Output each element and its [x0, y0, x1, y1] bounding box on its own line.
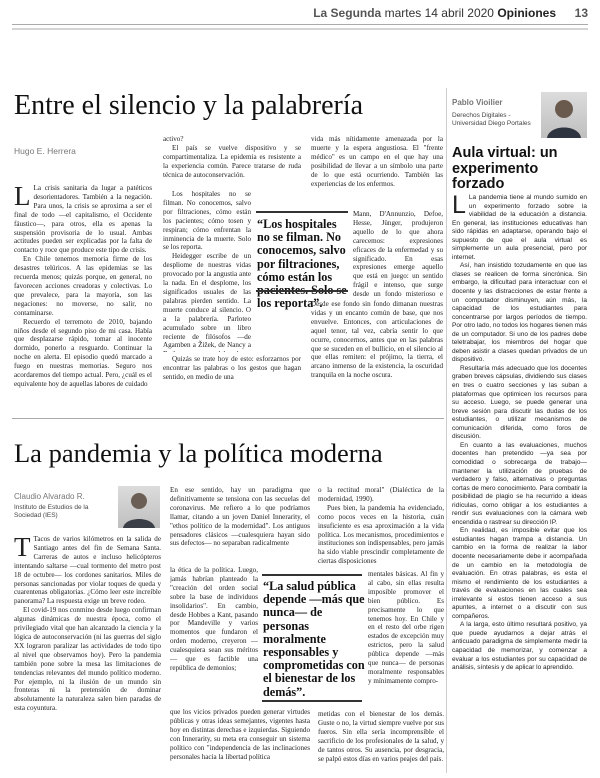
section-name: Opiniones	[497, 6, 556, 20]
sidebar-drop-cap: L	[452, 194, 466, 219]
publication-name: La Segunda	[313, 6, 382, 20]
article1-column-3-bottom: Desde ese fondo sin fondo dimanan nuestras vidas y un encanto común de base, que nos envuelve. Entonces, con articulaciones de aquel tenor, tal vez, cabría sentir lo que ocurre, conocernos, antes que en las palabras que se suceden en el bullicio, en el silencio al que ellas remiten: el prójimo, la tierra, el arcano inmenso de la existencia, la oscuridad tranquila en la noche oscura.	[311, 300, 443, 380]
sidebar-affiliation: Derechos Digitales - Universidad Diego Portales	[452, 112, 531, 127]
article1-column-3-top: vida más nítidamente amenazada por la muerte y la espera angustiosa. El "frente médico" es un campo en el que hay una posibilidad de llevar a un símbolo una parte de lo que está ocurriendo. También las experiencias de los enfermos.	[311, 135, 443, 188]
article2-affiliation: Instituto de Estudios de la Sociedad (IES)	[14, 504, 89, 519]
article2-column-2-top: En ese sentido, hay un paradigma que definitivamente se tensiona con las secuelas del coronavirus. Me refiero a lo que podríamos llamar, citando a un joven Daniel Innerarity, el "ethos político de la modernidad". Los antiguos pensadores clásicos —cualesquiera hayan sido sus defectos— no separaban radicalmente	[170, 486, 310, 548]
pullquote1-top-rule	[256, 211, 348, 213]
pullquote2-top-rule	[262, 574, 362, 576]
article1-column-2-mid: Los hospitales no se filman. No conocemos, salvo por filtraciones, cómo están los pacientes; cómo tosen y respiran; cómo enfrentan la inminencia de la muerte. Solo se los reporta. Heidegger escribe de un despliome de nuestras vidas provocado por la angustia ante la nada. En el desplome, los significados usuales de las palabras pierden sentido. La muerte conduce al silencio. O a la palabrería. Parloteo acumulado sobre un libro reciente de filósofos —de Agamben a Žižek, de Nancy a	[163, 190, 251, 350]
sidebar-divider	[446, 88, 447, 773]
sidebar-byline	[452, 98, 537, 128]
article2-column-2-mid: la ética de la política. Luego, jamás habrían planteado la "creación del orden social sobre la base de individuos insolidarios". En cambio, desde Hobbes a Kant, pasando por Mandeville y varios momentos que fundaron el orden moderno, creyeron —cualesquiera sean sus méritos— que es factible una república de demonios;	[170, 566, 258, 672]
article2-title: La pandemia y la política moderna	[14, 438, 383, 468]
article1-paragraph: Recuerdo el terremoto de 2010, bajando niños desde el segundo piso de mi casa. Había que desplazarse rápido, tomar al inocente dormido, ponerlo a resguardo. Continuar la noche en alerta. El episodio quedó marcado a fuego en nuestras memorias. Seguro nos acordaremos del tiempo actual. Pero, ¿cuál es el equivalente hoy de aquellas labores de cuidado	[14, 317, 152, 388]
sidebar-body: L La pandemia tiene al mundo sumido en un experimento forzado sobre la viabilidad de la educación a distancia. En general, las instituciones educativas han sido rápidas en adaptarse, operando bajo el supuesto de que el aula virtual es simplemente un aula presencial, pero por internet. Así, han insistido tozudamente en que las clases se realicen de forma sincrónica. Sin embargo, la dificultad para interactuar con el docente y las distracciones de estar frente a un computador disminuyen, aún más, la capacidad de los estudiantes para concentrarse por largos períodos de tiempo. Por otro lado, no todos los hogares tienen más de un computador. Si uno de los padres debe teletrabajar, los miembros del hogar que deben asistir a clases quedan privados de un dispositivo. Resultaría más adecuado que los docentes graben breves cápsulas, dividiendo sus clases en tres o cuatro secciones y las suban a plataformas que optimicen los recursos para su acceso. Luego, se puede generar una breve sesión para discutir las dudas de los estudiantes, o utilizar mecanismos de comunicación diferida, como foros de discusión. En cuanto a las evaluaciones, muchos docentes han pretendido —ya sea por comodidad o sobrecarga de trabajo— mantener la utilización de pruebas de verdadero y falso, alternativas o preguntas cortas de mero conocimiento. Para combatir la posibilidad de plagio se ha recurrido a ideas ridículas, como obligar a los estudiantes a rendir sus evaluaciones con la cámara web encendida o rastrear su dirección IP. En realidad, es imposible evitar que los estudiantes hagan trampa a distancia. Un cambio en la forma de realizar la labor docente necesariamente debe ir acompañada de un cambio en la metodología de evaluación. En otras palabras, es esta el mismo el rendimiento de los estudiantes a través de evaluaciones en las cuales sea irrelevante si estos tienen acceso a sus apuntes, a internet o a discutir con sus compañeros. A la larga, esto último resultará positivo, ya que puede ayudarnos a dejar atrás el anticuado paradigma de simplemente medir la capacidad de memorizar, y comenzar a evaluar a los estudiantes por su capacidad de análisis, síntesis y de aplicar lo aprendido.	[452, 194, 587, 672]
article2-author: Claudio Alvarado R.	[14, 492, 85, 501]
article2-column-3-bottom: metidas con el bienestar de los demás. Guste o no, la virtud siempre vuelve por sus fueros. Sin ella sería incomprensible el sacrificio de los profesionales de la salud, y de tantos otros. Su ausencia, por desgracia, se palpó estos días en varios peajes del país.	[318, 710, 444, 763]
article1-paragraph: En Chile tenemos memoria firme de los desastres telúricos. A las epidemias se las recuerda menos; quizás porque, en general, no favorecen acciones creadoras y colectivas. Lo que prevalece, para la mayoría, son las negaciones: no moverse, no salir, no contaminarse.	[14, 255, 152, 317]
article1-column-2-bottom: Quizás se trate hoy de esto: esforzarnos por encontrar las palabras o los gestos que hagan sentido, en medio de una	[163, 355, 301, 381]
page-header	[0, 0, 600, 24]
article1-column-3-mid: Mann, D'Annunzio, Defoe, Hesse, Jünger, produjeron aquello de lo que ahora carecemos: expresiones eficaces de la enfermedad y su significado. En esas expresiones emerge aquello que está en juego: un sentido frágil e intenso, que surge desde un fondo misterioso e	[353, 210, 443, 299]
sidebar-author-photo	[541, 92, 587, 138]
article2-author-photo	[118, 486, 160, 528]
publication-date: martes 14 abril 2020	[384, 6, 494, 20]
article2-byline	[14, 492, 114, 520]
drop-cap: L	[14, 184, 31, 211]
article1-column-2-top: activo? El país se vuelve dispositivo y se compartimentaliza. La epidemia es resistente a la experiencia común. Parece tratarse de ruda técnica de autoconservación.	[163, 135, 301, 179]
sidebar-author: Pablo Vioilier	[452, 98, 503, 107]
person-icon	[118, 486, 160, 528]
person-icon	[541, 92, 587, 138]
article1-author: Hugo E. Herrera	[14, 146, 76, 156]
article1-column-1	[14, 184, 152, 409]
article-divider	[12, 418, 444, 419]
sidebar-title: Aula virtual: un experimento forzado	[452, 145, 558, 192]
article1-pullquote: “Los hospitales no se filman. No conocemos, salvo por filtraciones, cómo están los los reporta”.	[257, 217, 346, 311]
article2-column-1: T Tacos de varios kilómetros en la salida de Santiago antes del fin de Semana Santa. Carreras de autos e incluso helicópteros intentando saltarse —cual tormento del metro post 18 de octubre— los cordones sanitarios. Miles de personas sancionadas por violar toques de queda y cuarentenas obligatorias. ¿Cómo leer este increíble panorama? La respuesta exige un breve rodeo. El covid-19 nos conmino desde luego confirman algunas dinámicas de nuestra época, como el privilegiado vital que han alcanzado la ciencia y la lógica de autoconservación (ni las guerras del siglo XX lograron paralizar las actividades de todo tipo al nivel que observamos hoy). Pero la pandemia también pone sobre la mesa las limitaciones de tendencias relevantes del mundo político moderno. Por ejemplo, ni la ilusión de un mundo sin fronteras ni la pretensión de dominar absolutamente la naturaleza salen bien paradas de esta coyuntura.	[14, 535, 161, 713]
page-number: 13	[574, 6, 588, 20]
article1-title: Entre el silencio y la palabrería	[14, 90, 364, 121]
top-rule	[12, 28, 588, 30]
article2-pullquote: “La salud pública depende —más que nunca— de personas moralmente responsables y comprometidas con el bienestar de los demás”.	[263, 579, 365, 699]
article2-column-3-mid: mentales básicas. Al fin y al cabo, sin ellas resulta imposible promover el bien público. Es precisamente lo que tenemos hoy. En Chile y en el resto del orbe rigen estados de excepción muy estrictos, pero la salud pública depende —más que nunca— de personas moralmente responsables y mínimamente compro-	[368, 570, 444, 685]
article2-column-3-top: o la rectitud moral" (Dialéctica de la modernidad, 1990). Pues bien, la pandemia ha evidenciado, como pocos veces en la historia, cuán insuficiente es esa aproximación a la vida política. Los mecanismos, procedimientos e instituciones son indispensables, pero jamás ha sido viable prescindir completamente de ciertas disposiciones	[318, 486, 444, 566]
drop-cap: T	[14, 535, 31, 562]
header-divider	[12, 24, 588, 25]
pullquote2-bottom-rule	[262, 700, 362, 702]
article2-column-2-bottom: que los vicios privados pueden generar virtudes públicas y otras ideas semejantes, vigentes hasta hoy en distintas derechas e izquierdas. Siguiendo con Innerarity, su meta era conseguir un sistema político con "independencia de las inclinaciones personales hacia la libertad política	[170, 708, 310, 761]
article1-paragraph: L La crisis sanitaria da lugar a patéticos desorientadores. También a la negación. Para unos, la crisis se aproxima a ser el final de todo —el capitalismo, el Occidente fáustico—, para otros, ella es apenas la suspensión provisoria de lo usual. Ambas actitudes pueden ser explicadas por la falta de contacto y roce que produce este tipo de crisis.	[14, 184, 152, 255]
header-info	[313, 6, 556, 20]
pullquote1-bottom-rule	[256, 290, 348, 292]
